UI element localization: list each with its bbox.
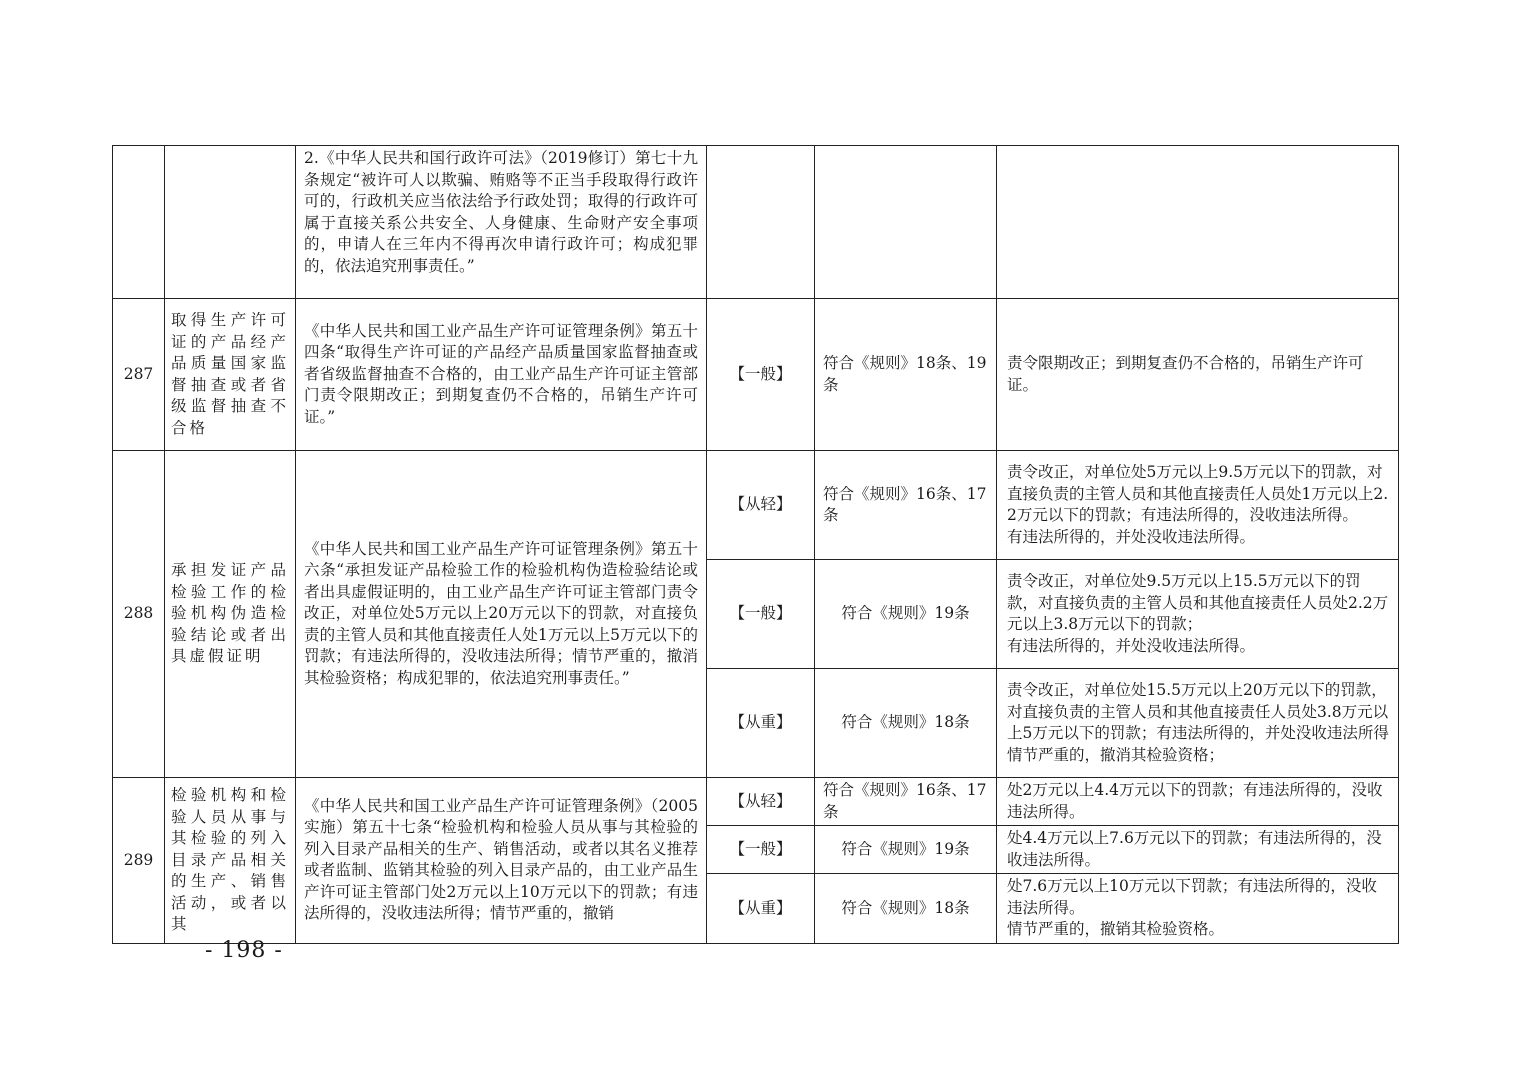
row-number-cell: 289 xyxy=(113,778,165,944)
penalty-standard-text: 处4.4万元以上7.6万元以下的罚款；有违法所得的，没收违法所得。 xyxy=(1007,829,1382,869)
violation-item-cell xyxy=(165,146,296,299)
penalty-standard-cell xyxy=(997,146,1399,299)
penalty-standard-text: 处2万元以上4.4万元以下的罚款；有违法所得的，没收违法所得。 xyxy=(1007,781,1383,821)
penalty-standard-cell: 责令限期改正；到期复查仍不合格的，吊销生产许可证。 xyxy=(997,299,1399,451)
applicable-condition-cell: 符合《规则》18条 xyxy=(815,669,997,778)
penalty-standard-text: 处7.6万元以上10万元以下罚款；有违法所得的，没收违法所得。 xyxy=(1007,877,1377,917)
penalty-standard-cell xyxy=(997,451,1399,560)
penalty-standard-table xyxy=(112,145,1399,944)
table-row xyxy=(113,778,1399,826)
applicable-condition-cell: 符合《规则》16条、17条 xyxy=(815,451,997,560)
row-number-cell: 287 xyxy=(113,299,165,451)
discretion-level-cell: 【一般】 xyxy=(707,826,815,874)
penalty-standard-text: 责令改正，对单位处5万元以上9.5万元以下的罚款，对直接负责的主管人员和其他直接责任人员处1万元以上2.2万元以下的罚款；有违法所得的，没收违法所得。 xyxy=(1007,463,1389,524)
penalty-standard-cell xyxy=(997,778,1399,826)
penalty-standard-cell xyxy=(997,560,1399,669)
discretion-level-cell: 【从轻】 xyxy=(707,778,815,826)
penalty-standard-extra: 有违法所得的，并处没收违法所得。 xyxy=(1007,527,1256,546)
row-number-cell xyxy=(113,146,165,299)
penalty-standard-extra: 情节严重的，撤消其检验资格； xyxy=(1007,745,1225,764)
penalty-standard-text: 责令改正，对单位处15.5万元以上20万元以下的罚款，对直接负责的主管人员和其他直接责任人员处3.8万元以上5万元以下的罚款；有违法所得的，并处没收违法所得 xyxy=(1007,681,1389,742)
legal-basis-cell: 《中华人民共和国工业产品生产许可证管理条例》第五十六条“承担发证产品检验工作的检验机构伪造检验结论或者出具虚假证明的，由工业产品生产许可证主管部门责令改正，对单位处5万元以上20万元以下的罚款，对直接负责的主管人员和其他直接责任人处1万元以上5万元以下的罚款；有违法所得的，没收违法所得；情节严重的，撤消其检验资格；构成犯罪的，依法追究刑事责任。” xyxy=(296,451,707,778)
penalty-standard-cell xyxy=(997,826,1399,874)
legal-basis-cell: 《中华人民共和国工业产品生产许可证管理条例》第五十四条“取得生产许可证的产品经产品质量国家监督抽查或者省级监督抽查不合格的，由工业产品生产许可证主管部门责令限期改正；到期复查仍不合格的，吊销生产许可证。” xyxy=(296,299,707,451)
discretion-level-cell: 【一般】 xyxy=(707,560,815,669)
table-row xyxy=(113,146,1399,299)
applicable-condition-cell: 符合《规则》19条 xyxy=(815,560,997,669)
legal-basis-cell: 《中华人民共和国工业产品生产许可证管理条例》（2005实施）第五十七条“检验机构和检验人员从事与其检验的列入目录产品相关的生产、销售活动，或者以其名义推荐或者监制、监销其检验的列入目录产品的，由工业产品生产许可证主管部门处2万元以上10万元以下的罚款；有违法所得的，没收违法所得；情节严重的，撤销 xyxy=(296,778,707,944)
penalty-standard-text: 责令改正，对单位处9.5万元以上15.5万元以下的罚款，对直接负责的主管人员和其他直接责任人员处2.2万元以上3.8万元以下的罚款； xyxy=(1007,572,1389,633)
applicable-condition-cell: 符合《规则》18条 xyxy=(815,874,997,944)
discretion-level-cell: 【从重】 xyxy=(707,874,815,944)
penalty-standard-cell xyxy=(997,874,1399,944)
discretion-level-cell xyxy=(707,146,815,299)
page-number: - 198 - xyxy=(205,938,283,963)
row-number-cell: 288 xyxy=(113,451,165,778)
legal-basis-cell: 2.《中华人民共和国行政许可法》（2019修订）第七十九条规定“被许可人以欺骗、贿赂等不正当手段取得行政许可的，行政机关应当依法给予行政处罚；取得的行政许可属于直接关系公共安全、人身健康、生命财产安全事项的，申请人在三年内不得再次申请行政许可；构成犯罪的，依法追究刑事责任。” xyxy=(296,146,707,299)
violation-item-cell: 承担发证产品检验工作的检验机构伪造检验结论或者出具虚假证明 xyxy=(165,451,296,778)
discretion-level-cell: 【一般】 xyxy=(707,299,815,451)
discretion-level-cell: 【从轻】 xyxy=(707,451,815,560)
discretion-level-cell: 【从重】 xyxy=(707,669,815,778)
violation-item-cell: 取得生产许可证的产品经产品质量国家监督抽查或者省级监督抽查不合格 xyxy=(165,299,296,451)
applicable-condition-cell: 符合《规则》16条、17条 xyxy=(815,778,997,826)
table-row xyxy=(113,451,1399,560)
applicable-condition-cell xyxy=(815,146,997,299)
table-row xyxy=(113,299,1399,451)
applicable-condition-cell: 符合《规则》19条 xyxy=(815,826,997,874)
penalty-standard-extra: 有违法所得的，并处没收违法所得。 xyxy=(1007,636,1256,655)
applicable-condition-cell: 符合《规则》18条、19条 xyxy=(815,299,997,451)
penalty-standard-extra: 情节严重的，撤销其检验资格。 xyxy=(1007,920,1225,938)
penalty-standard-cell xyxy=(997,669,1399,778)
violation-item-cell: 检验机构和检验人员从事与其检验的列入目录产品相关的生产、销售活动，或者以其 xyxy=(165,778,296,944)
